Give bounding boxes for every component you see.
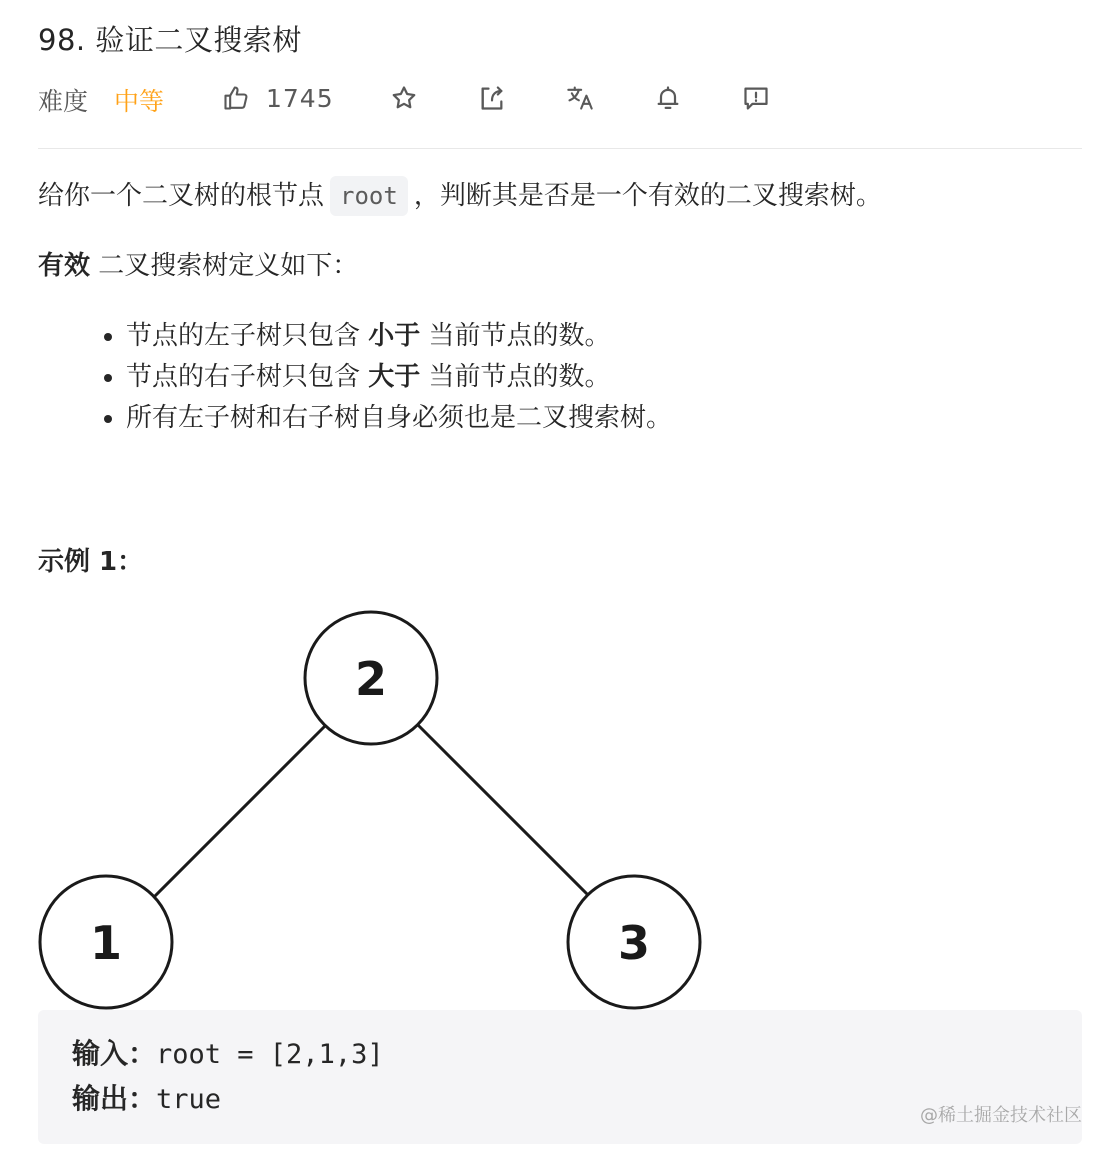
- input-label: 输入：: [72, 1037, 157, 1070]
- rules-list: [38, 316, 1082, 439]
- rule-text: 节点的右子树只包含: [126, 362, 369, 392]
- star-icon: [390, 84, 418, 112]
- bell-icon: [654, 84, 682, 112]
- watermark: @稀土掘金技术社区: [920, 1105, 1082, 1126]
- like-button[interactable]: [222, 80, 334, 116]
- tree-node-root-label: 2: [354, 652, 388, 706]
- example-input-line: [72, 1034, 384, 1075]
- notification-button[interactable]: [652, 82, 684, 114]
- header-divider: [38, 148, 1082, 149]
- intro-text: 给你一个二叉树的根节点: [38, 181, 325, 211]
- output-label: 输出：: [72, 1082, 157, 1115]
- feedback-button[interactable]: [740, 82, 772, 114]
- inline-code-root: root: [330, 176, 408, 216]
- rule-text: 节点的左子树只包含: [126, 321, 369, 351]
- list-item: [126, 357, 1082, 398]
- share-icon: [478, 84, 506, 112]
- problem-meta-bar: [38, 78, 1082, 118]
- translate-icon: [566, 84, 594, 112]
- rule-text-end: 当前节点的数。: [420, 362, 611, 392]
- list-item: [126, 398, 1082, 439]
- tree-node-left-label: 1: [89, 916, 123, 970]
- example-title: 示例 1：: [38, 547, 144, 577]
- feedback-icon: [742, 84, 770, 112]
- share-button[interactable]: [476, 82, 508, 114]
- favorite-button[interactable]: [388, 82, 420, 114]
- tree-node-right-label: 3: [617, 916, 651, 970]
- rule-text-end: 当前节点的数。: [420, 321, 611, 351]
- difficulty-badge: 中等: [114, 87, 165, 116]
- output-value: true: [156, 1084, 222, 1115]
- rule-text: 所有左子树和右子树自身必须也是二叉搜索树。: [126, 403, 673, 433]
- input-value: root = [2,1,3]: [156, 1039, 384, 1070]
- definition-bold: 有效: [38, 251, 91, 281]
- list-item: [126, 316, 1082, 357]
- like-count: 1745: [266, 83, 334, 113]
- binary-tree-diagram: [36, 608, 706, 1012]
- problem-description: [38, 176, 1082, 439]
- tree-edge-right: [418, 725, 591, 898]
- translate-button[interactable]: [564, 82, 596, 114]
- thumbs-up-icon: [222, 84, 250, 112]
- rule-bold: 小于: [368, 321, 421, 351]
- difficulty-label: 难度: [38, 87, 89, 116]
- rule-bold: 大于: [368, 362, 421, 392]
- problem-title: 98. 验证二叉搜索树: [38, 23, 302, 57]
- intro-text-end: ，判断其是否是一个有效的二叉搜索树。: [413, 181, 882, 211]
- tree-edge-left: [153, 725, 326, 898]
- intro-paragraph: [38, 176, 1082, 216]
- definition-paragraph: [38, 246, 1082, 286]
- example-output-line: [72, 1079, 221, 1120]
- definition-text: 二叉搜索树定义如下：: [90, 251, 359, 281]
